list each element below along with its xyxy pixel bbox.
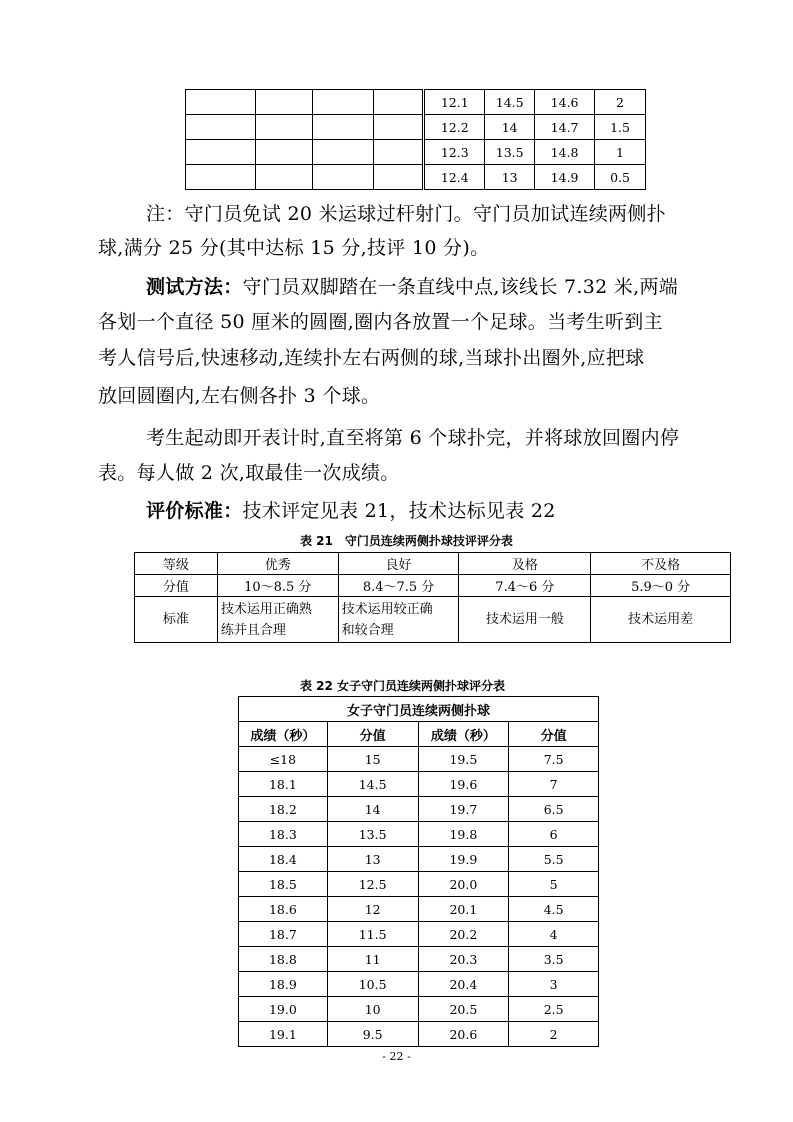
table-row — [239, 797, 599, 822]
empty-cell — [374, 115, 424, 140]
table-cell: 1 — [595, 140, 646, 165]
table22-header-row — [239, 722, 599, 747]
table-cell: 13.5 — [327, 822, 418, 847]
table-row — [239, 922, 599, 947]
table-header-cell: 分值 — [509, 722, 599, 747]
table-cell: 6.5 — [509, 797, 599, 822]
method-line-2: 各划一个直径 50 厘米的圆圈,圈内各放置一个足球。当考生听到主 — [98, 311, 663, 333]
table-cell: 20.6 — [418, 1022, 509, 1047]
table-cell: 等级 — [135, 553, 218, 575]
table-cell: 14 — [485, 115, 535, 140]
table-cell: 技术运用较正确 和较合理 — [338, 597, 459, 643]
table-cell: 20.3 — [418, 947, 509, 972]
table-cell: 10.5 — [327, 972, 418, 997]
table-row — [186, 90, 646, 115]
table-cell: 标准 — [135, 597, 218, 643]
table-cell: 10 — [327, 997, 418, 1022]
table-row — [239, 947, 599, 972]
empty-cell — [186, 165, 256, 190]
table22-caption: 表 22 女子守门员连续两侧扑球评分表 — [300, 679, 506, 693]
table-cell: 7.5 — [509, 747, 599, 772]
table-cell: 12.5 — [327, 872, 418, 897]
empty-cell — [186, 115, 256, 140]
table-cell: 19.1 — [239, 1022, 328, 1047]
table-row — [186, 165, 646, 190]
empty-cell — [255, 140, 312, 165]
table-cell: 18.9 — [239, 972, 328, 997]
table-cell: ≤18 — [239, 747, 328, 772]
table-cell: 分值 — [135, 575, 218, 597]
table-cell: 19.7 — [418, 797, 509, 822]
table21-standard-row — [135, 597, 731, 643]
table-row — [186, 140, 646, 165]
table-cell: 6 — [509, 822, 599, 847]
table-cell: 19.6 — [418, 772, 509, 797]
table-cell: 12.3 — [424, 140, 485, 165]
table-row — [186, 115, 646, 140]
table-cell: 20.5 — [418, 997, 509, 1022]
eval-line: 评价标准：技术评定见表 21，技术达标见表 22 — [98, 495, 738, 527]
empty-cell — [255, 90, 312, 115]
empty-cell — [312, 165, 374, 190]
method-line-3: 考人信号后,快速移动,连续扑左右两侧的球,当球扑出圈外,应把球 — [98, 347, 645, 369]
table-row — [239, 972, 599, 997]
table-cell: 19.9 — [418, 847, 509, 872]
table-header-cell: 分值 — [327, 722, 418, 747]
table-header-cell: 成绩（秒） — [418, 722, 509, 747]
table-cell: 2 — [509, 1022, 599, 1047]
table-cell: 20.2 — [418, 922, 509, 947]
table-cell: 18.5 — [239, 872, 328, 897]
empty-cell — [312, 115, 374, 140]
table-cell: 18.3 — [239, 822, 328, 847]
method-line-1: 测试方法：守门员双脚踏在一条直线中点,该线长 7.32 米,两端 — [98, 271, 738, 303]
table-cell: 4.5 — [509, 897, 599, 922]
table-cell: 3 — [509, 972, 599, 997]
table-cell: 9.5 — [327, 1022, 418, 1047]
table22-title: 女子守门员连续两侧扑球 — [239, 697, 599, 722]
table-cell: 14.5 — [327, 772, 418, 797]
table-cell: 技术运用差 — [591, 597, 731, 643]
table-cell: 13 — [327, 847, 418, 872]
table-cell: 12.2 — [424, 115, 485, 140]
score-table-continuation — [185, 89, 646, 190]
table-row — [239, 847, 599, 872]
table-cell: 12 — [327, 897, 418, 922]
table-cell: 18.2 — [239, 797, 328, 822]
table-cell: 12.1 — [424, 90, 485, 115]
table-row — [239, 822, 599, 847]
table-cell: 5.9～0 分 — [591, 575, 731, 597]
table-cell: 12.4 — [424, 165, 485, 190]
table-cell: 18.1 — [239, 772, 328, 797]
table-cell: 不及格 — [591, 553, 731, 575]
table-cell: 14.7 — [535, 115, 595, 140]
timing-line-2: 表。每人做 2 次,取最佳一次成绩。 — [98, 462, 400, 484]
method-line-4: 放回圆圈内,左右侧各扑 3 个球。 — [98, 385, 381, 407]
table-cell: 3.5 — [509, 947, 599, 972]
table-cell: 19.0 — [239, 997, 328, 1022]
note-line-1: 注：守门员免试 20 米运球过杆射门。守门员加试连续两侧扑 — [146, 203, 666, 225]
table-row — [239, 872, 599, 897]
table-cell: 0.5 — [595, 165, 646, 190]
table21-score-row — [135, 575, 731, 597]
table-row — [239, 747, 599, 772]
table-cell: 良好 — [338, 553, 459, 575]
table-cell: 2 — [595, 90, 646, 115]
empty-cell — [374, 165, 424, 190]
table-cell: 11 — [327, 947, 418, 972]
table-cell: 8.4～7.5 分 — [338, 575, 459, 597]
empty-cell — [255, 165, 312, 190]
empty-cell — [374, 90, 424, 115]
timing-line-1: 考生起动即开表计时,直至将第 6 个球扑完，并将球放回圈内停 — [146, 427, 680, 449]
table-cell: 14 — [327, 797, 418, 822]
table-cell: 13 — [485, 165, 535, 190]
empty-cell — [312, 140, 374, 165]
table-cell: 15 — [327, 747, 418, 772]
table-cell: 优秀 — [217, 553, 338, 575]
empty-cell — [186, 90, 256, 115]
table-cell: 7 — [509, 772, 599, 797]
table-cell: 14.8 — [535, 140, 595, 165]
table-cell: 14.6 — [535, 90, 595, 115]
table-cell: 13.5 — [485, 140, 535, 165]
table-row — [239, 897, 599, 922]
table-cell: 2.5 — [509, 997, 599, 1022]
table-row — [239, 1022, 599, 1047]
table-22 — [238, 696, 599, 1047]
empty-cell — [255, 115, 312, 140]
table-cell: 技术运用一般 — [459, 597, 591, 643]
table-21 — [134, 552, 731, 643]
table-cell: 14.9 — [535, 165, 595, 190]
table-cell: 20.0 — [418, 872, 509, 897]
table21-caption: 表 21 守门员连续两侧扑球技评评分表 — [300, 534, 513, 548]
table-cell: 18.7 — [239, 922, 328, 947]
table-header-cell: 成绩（秒） — [239, 722, 328, 747]
eval-label: 评价标准： — [146, 500, 243, 522]
table-cell: 14.5 — [485, 90, 535, 115]
table-cell: 19.8 — [418, 822, 509, 847]
table-cell: 10～8.5 分 — [217, 575, 338, 597]
table-cell: 1.5 — [595, 115, 646, 140]
table-cell: 4 — [509, 922, 599, 947]
empty-cell — [374, 140, 424, 165]
table-row — [239, 772, 599, 797]
table-cell: 5 — [509, 872, 599, 897]
note-line-2: 球,满分 25 分(其中达标 15 分,技评 10 分)。 — [98, 237, 490, 259]
table21-header-row — [135, 553, 731, 575]
empty-cell — [312, 90, 374, 115]
table-cell: 18.6 — [239, 897, 328, 922]
table-cell: 18.8 — [239, 947, 328, 972]
table-cell: 5.5 — [509, 847, 599, 872]
table-cell: 18.4 — [239, 847, 328, 872]
table-cell: 技术运用正确熟 练并且合理 — [217, 597, 338, 643]
table-row — [239, 997, 599, 1022]
method-label: 测试方法： — [146, 276, 243, 298]
table22-title-row — [239, 697, 599, 722]
page-number: - 22 - — [382, 1050, 411, 1063]
table-cell: 及格 — [459, 553, 591, 575]
table-cell: 20.1 — [418, 897, 509, 922]
table-cell: 11.5 — [327, 922, 418, 947]
table-cell: 7.4～6 分 — [459, 575, 591, 597]
empty-cell — [186, 140, 256, 165]
table-cell: 19.5 — [418, 747, 509, 772]
table-cell: 20.4 — [418, 972, 509, 997]
